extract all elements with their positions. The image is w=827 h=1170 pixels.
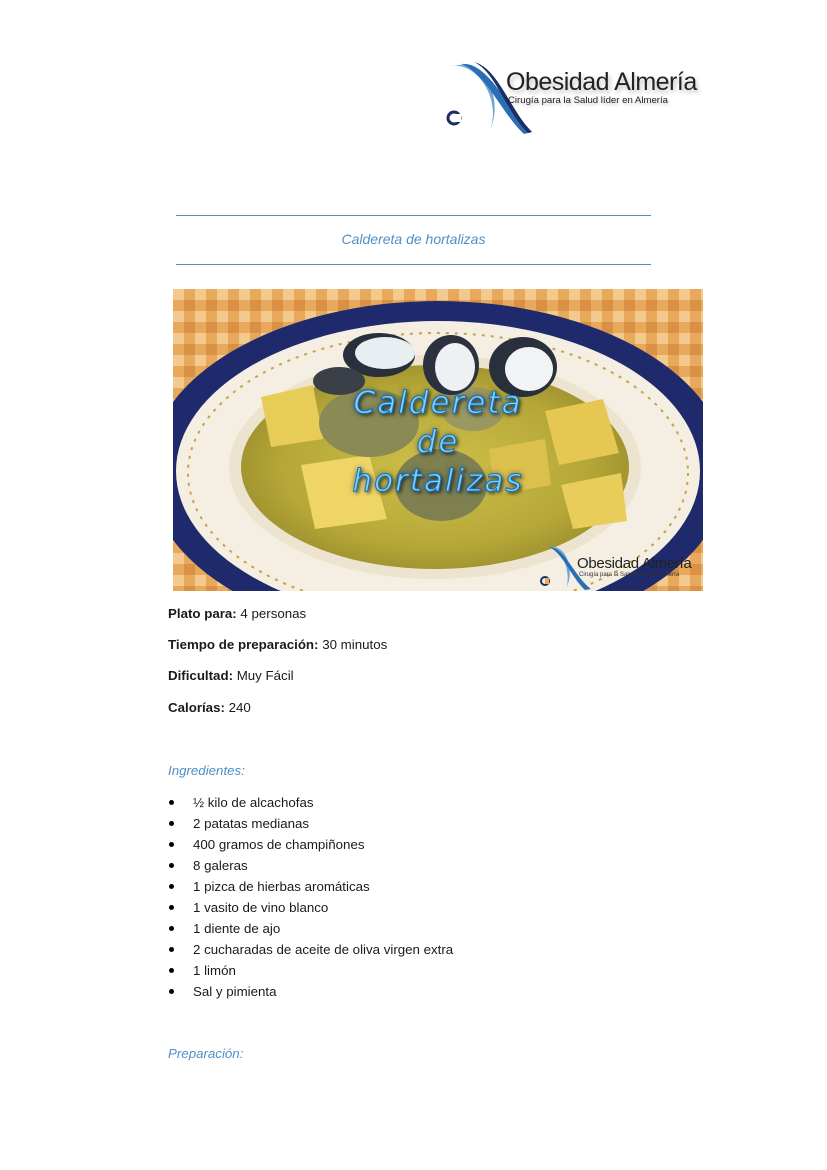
- servings-label: Plato para:: [168, 606, 237, 621]
- difficulty-line: [168, 668, 294, 683]
- page-title: Caldereta de hortalizas: [341, 231, 486, 247]
- list-item: 1 pizca de hierbas aromáticas: [168, 876, 453, 897]
- ingredients-heading: Ingredientes:: [168, 763, 245, 778]
- photo-brand-name: Obesidad Almería: [577, 555, 692, 572]
- servings-value: 4 personas: [236, 606, 307, 621]
- time-label: Tiempo de preparación:: [168, 637, 319, 652]
- calories-line: [168, 700, 251, 715]
- list-item: 2 patatas medianas: [168, 813, 453, 834]
- list-item: Sal y pimienta: [168, 981, 453, 1002]
- list-item: 1 diente de ajo: [168, 918, 453, 939]
- ingredients-list: [168, 792, 453, 1002]
- overlay-line: de: [416, 424, 460, 460]
- servings-line: [168, 606, 306, 621]
- overlay-line: Caldereta: [353, 385, 523, 421]
- overlay-line: hortalizas: [352, 463, 524, 499]
- calories-value: 240: [224, 700, 251, 715]
- list-item: 1 vasito de vino blanco: [168, 897, 453, 918]
- list-item: ½ kilo de alcachofas: [168, 792, 453, 813]
- photo-title-overlay: [173, 384, 703, 501]
- title-rule-top: [176, 215, 651, 216]
- preparation-heading: Preparación:: [168, 1046, 244, 1061]
- difficulty-label: Dificultad:: [168, 668, 234, 683]
- difficulty-value: Muy Fácil: [233, 668, 294, 683]
- time-line: [168, 637, 387, 652]
- recipe-photo: [173, 289, 703, 591]
- list-item: 400 gramos de champiñones: [168, 834, 453, 855]
- time-value: 30 minutos: [318, 637, 388, 652]
- logo-tagline: Cirugía para la Salud líder en Almería: [508, 95, 668, 106]
- calories-label: Calorías:: [168, 700, 225, 715]
- photo-brand-tagline: Cirugía para la Salud líder en Almería: [579, 572, 680, 578]
- list-item: 2 cucharadas de aceite de oliva virgen extra: [168, 939, 453, 960]
- logo-name: Obesidad Almería: [506, 68, 697, 96]
- title-rule-bottom: [176, 264, 651, 265]
- list-item: 1 limón: [168, 960, 453, 981]
- list-item: 8 galeras: [168, 855, 453, 876]
- brand-logo: [444, 58, 704, 153]
